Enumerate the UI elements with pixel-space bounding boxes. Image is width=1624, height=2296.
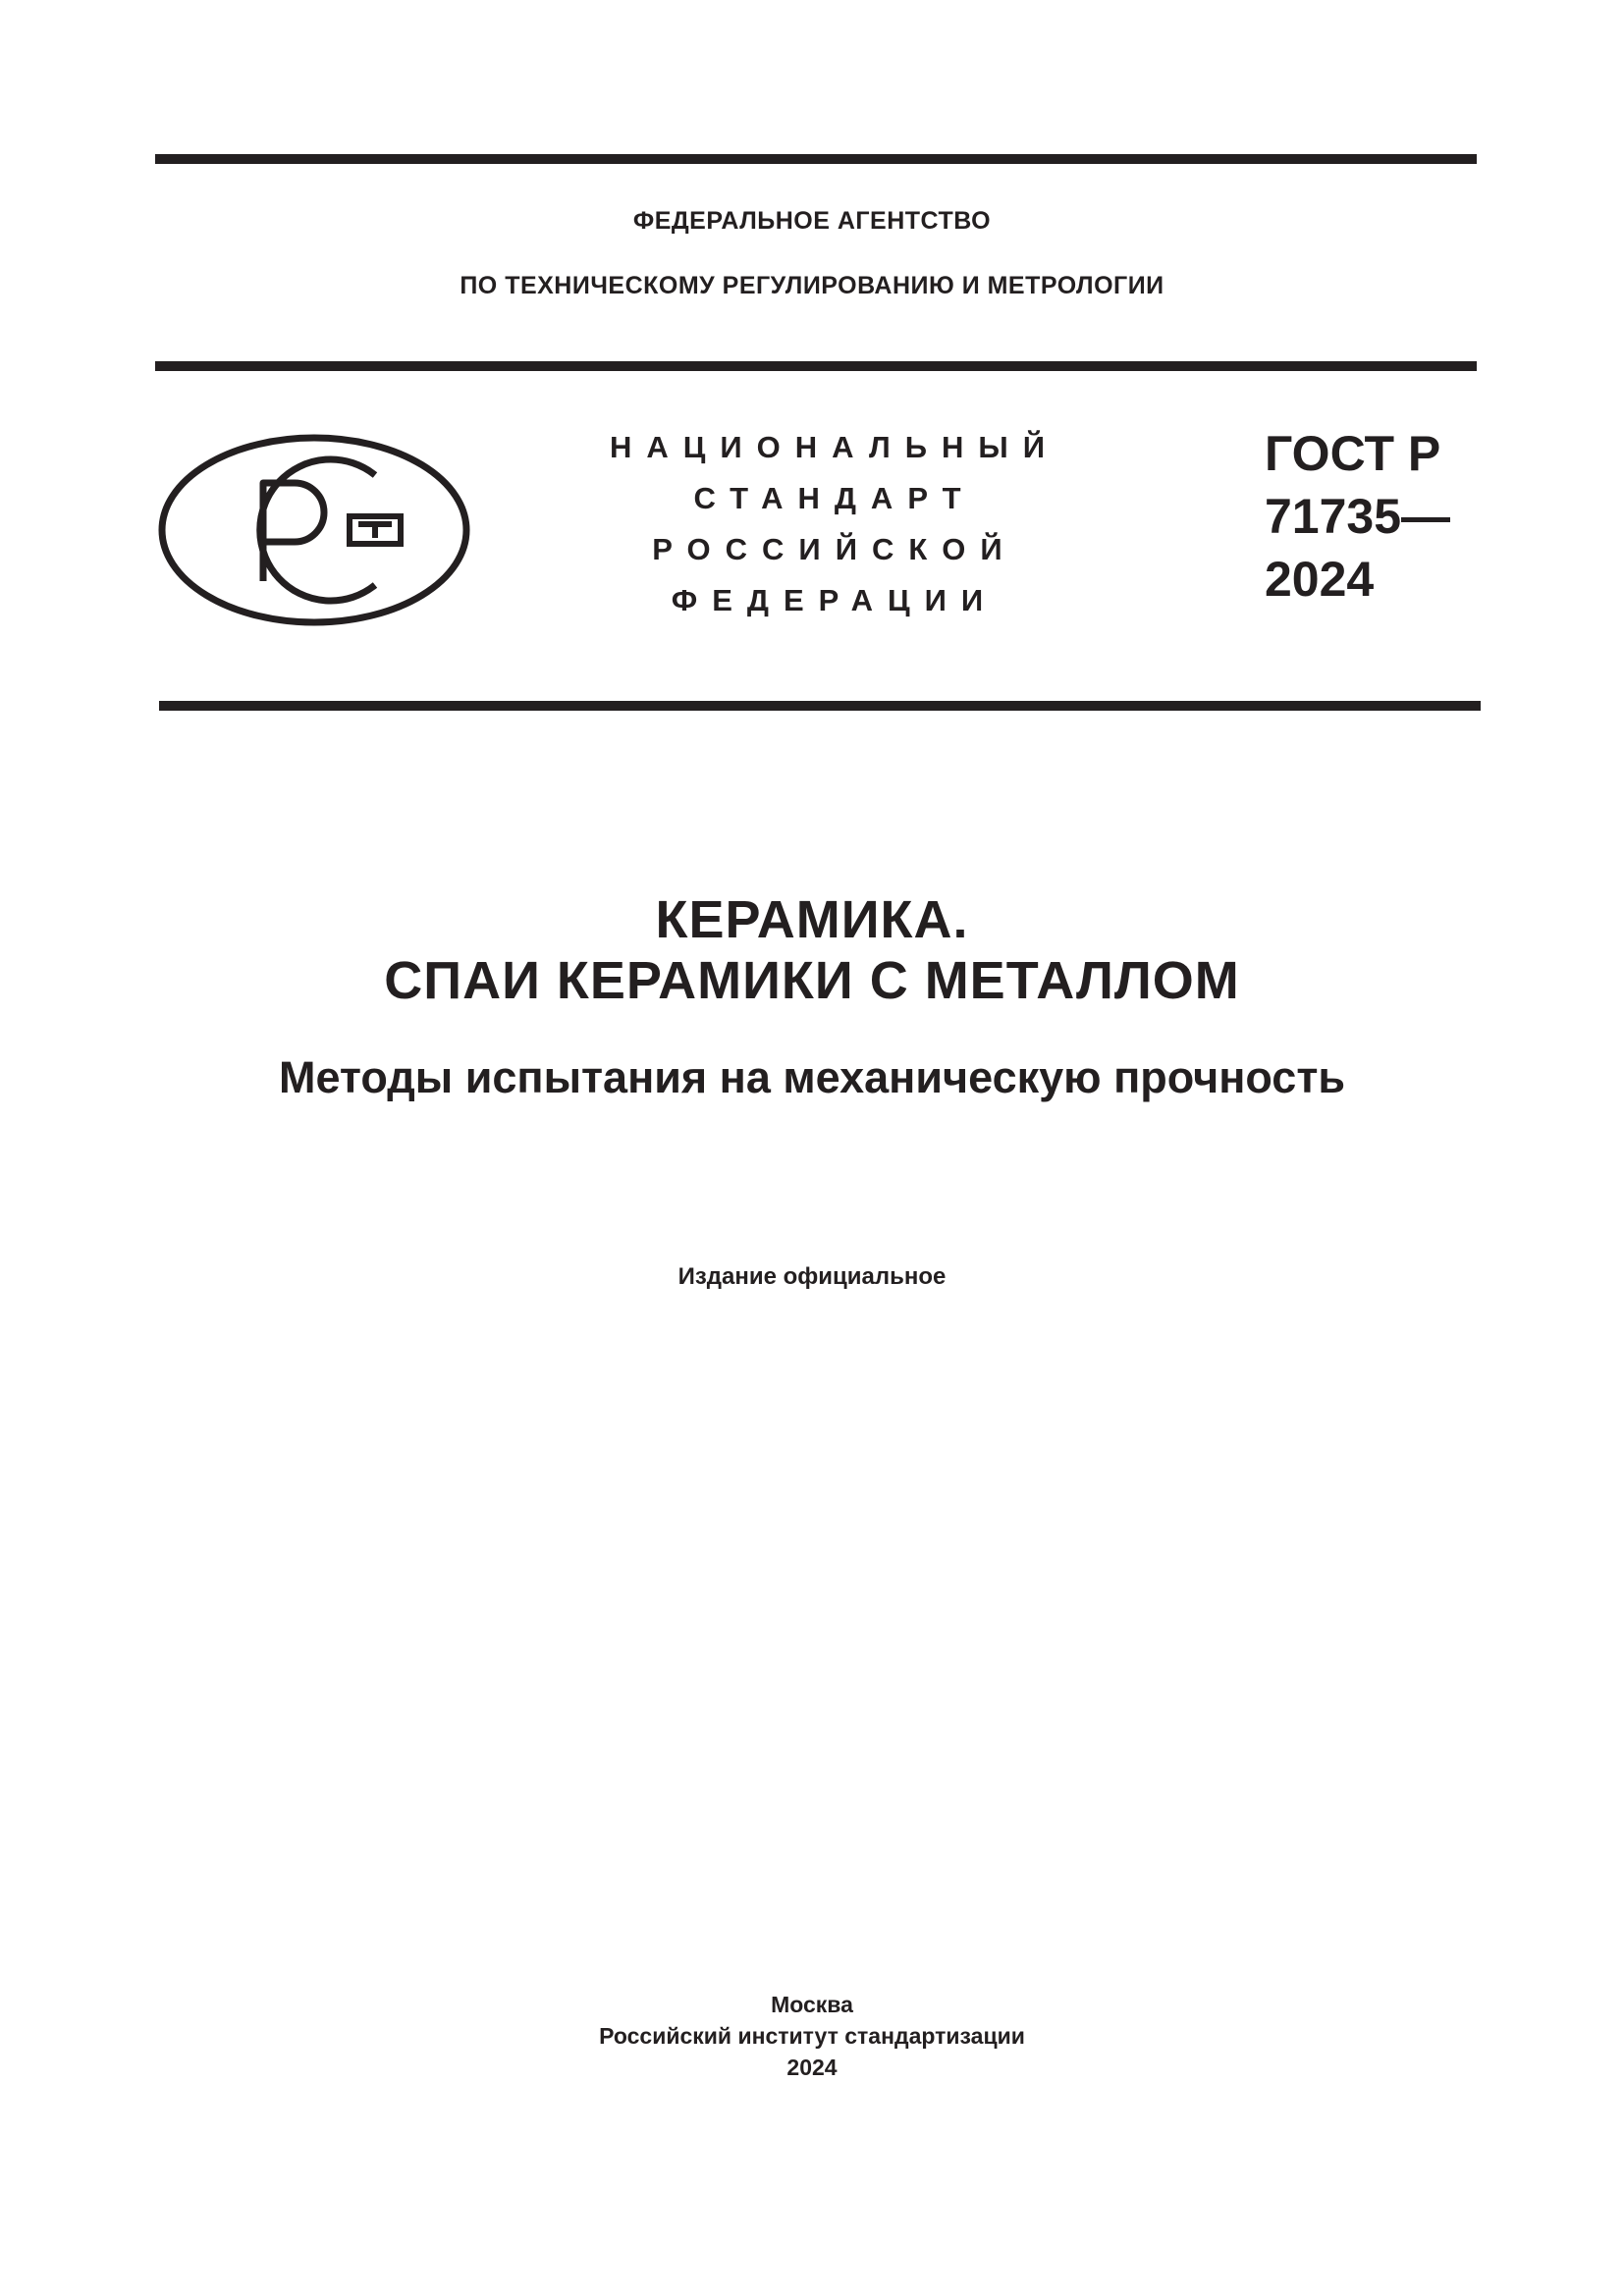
designation-line2: 71735— (1265, 489, 1451, 544)
standard-type-line2: СТАНДАРТ (693, 481, 976, 515)
rst-certification-mark-icon (157, 432, 471, 628)
standard-type (589, 422, 1080, 626)
agency-name-line2: ПО ТЕХНИЧЕСКОМУ РЕГУЛИРОВАНИЮ И МЕТРОЛОГИИ (460, 272, 1164, 299)
standard-block-rule (159, 701, 1481, 711)
agency-name-line1: ФЕДЕРАЛЬНОЕ АГЕНТСТВО (632, 207, 992, 235)
document-title-line1: КЕРАМИКА. (655, 890, 969, 949)
document-title-line2: СПАИ КЕРАМИКИ С МЕТАЛЛОМ (384, 951, 1240, 1010)
standard-type-line4: ФЕДЕРАЦИИ (671, 583, 999, 617)
edition-note: Издание официальное (677, 1263, 947, 1290)
document-subtitle: Методы испытания на механическую прочность (278, 1052, 1346, 1102)
designation-line1: ГОСТ Р (1265, 426, 1441, 481)
imprint-city: Москва (771, 1992, 853, 2017)
top-rule (155, 154, 1477, 164)
header-rule (155, 361, 1477, 371)
imprint-publisher: Российский институт стандартизации (599, 2023, 1025, 2049)
standard-type-line1: НАЦИОНАЛЬНЫЙ (609, 430, 1060, 464)
imprint-year: 2024 (786, 2055, 838, 2080)
designation-line3: 2024 (1265, 552, 1375, 607)
standard-type-line3: РОССИЙСКОЙ (652, 532, 1017, 566)
imprint (0, 1989, 1624, 2083)
standard-designation (1265, 422, 1450, 611)
